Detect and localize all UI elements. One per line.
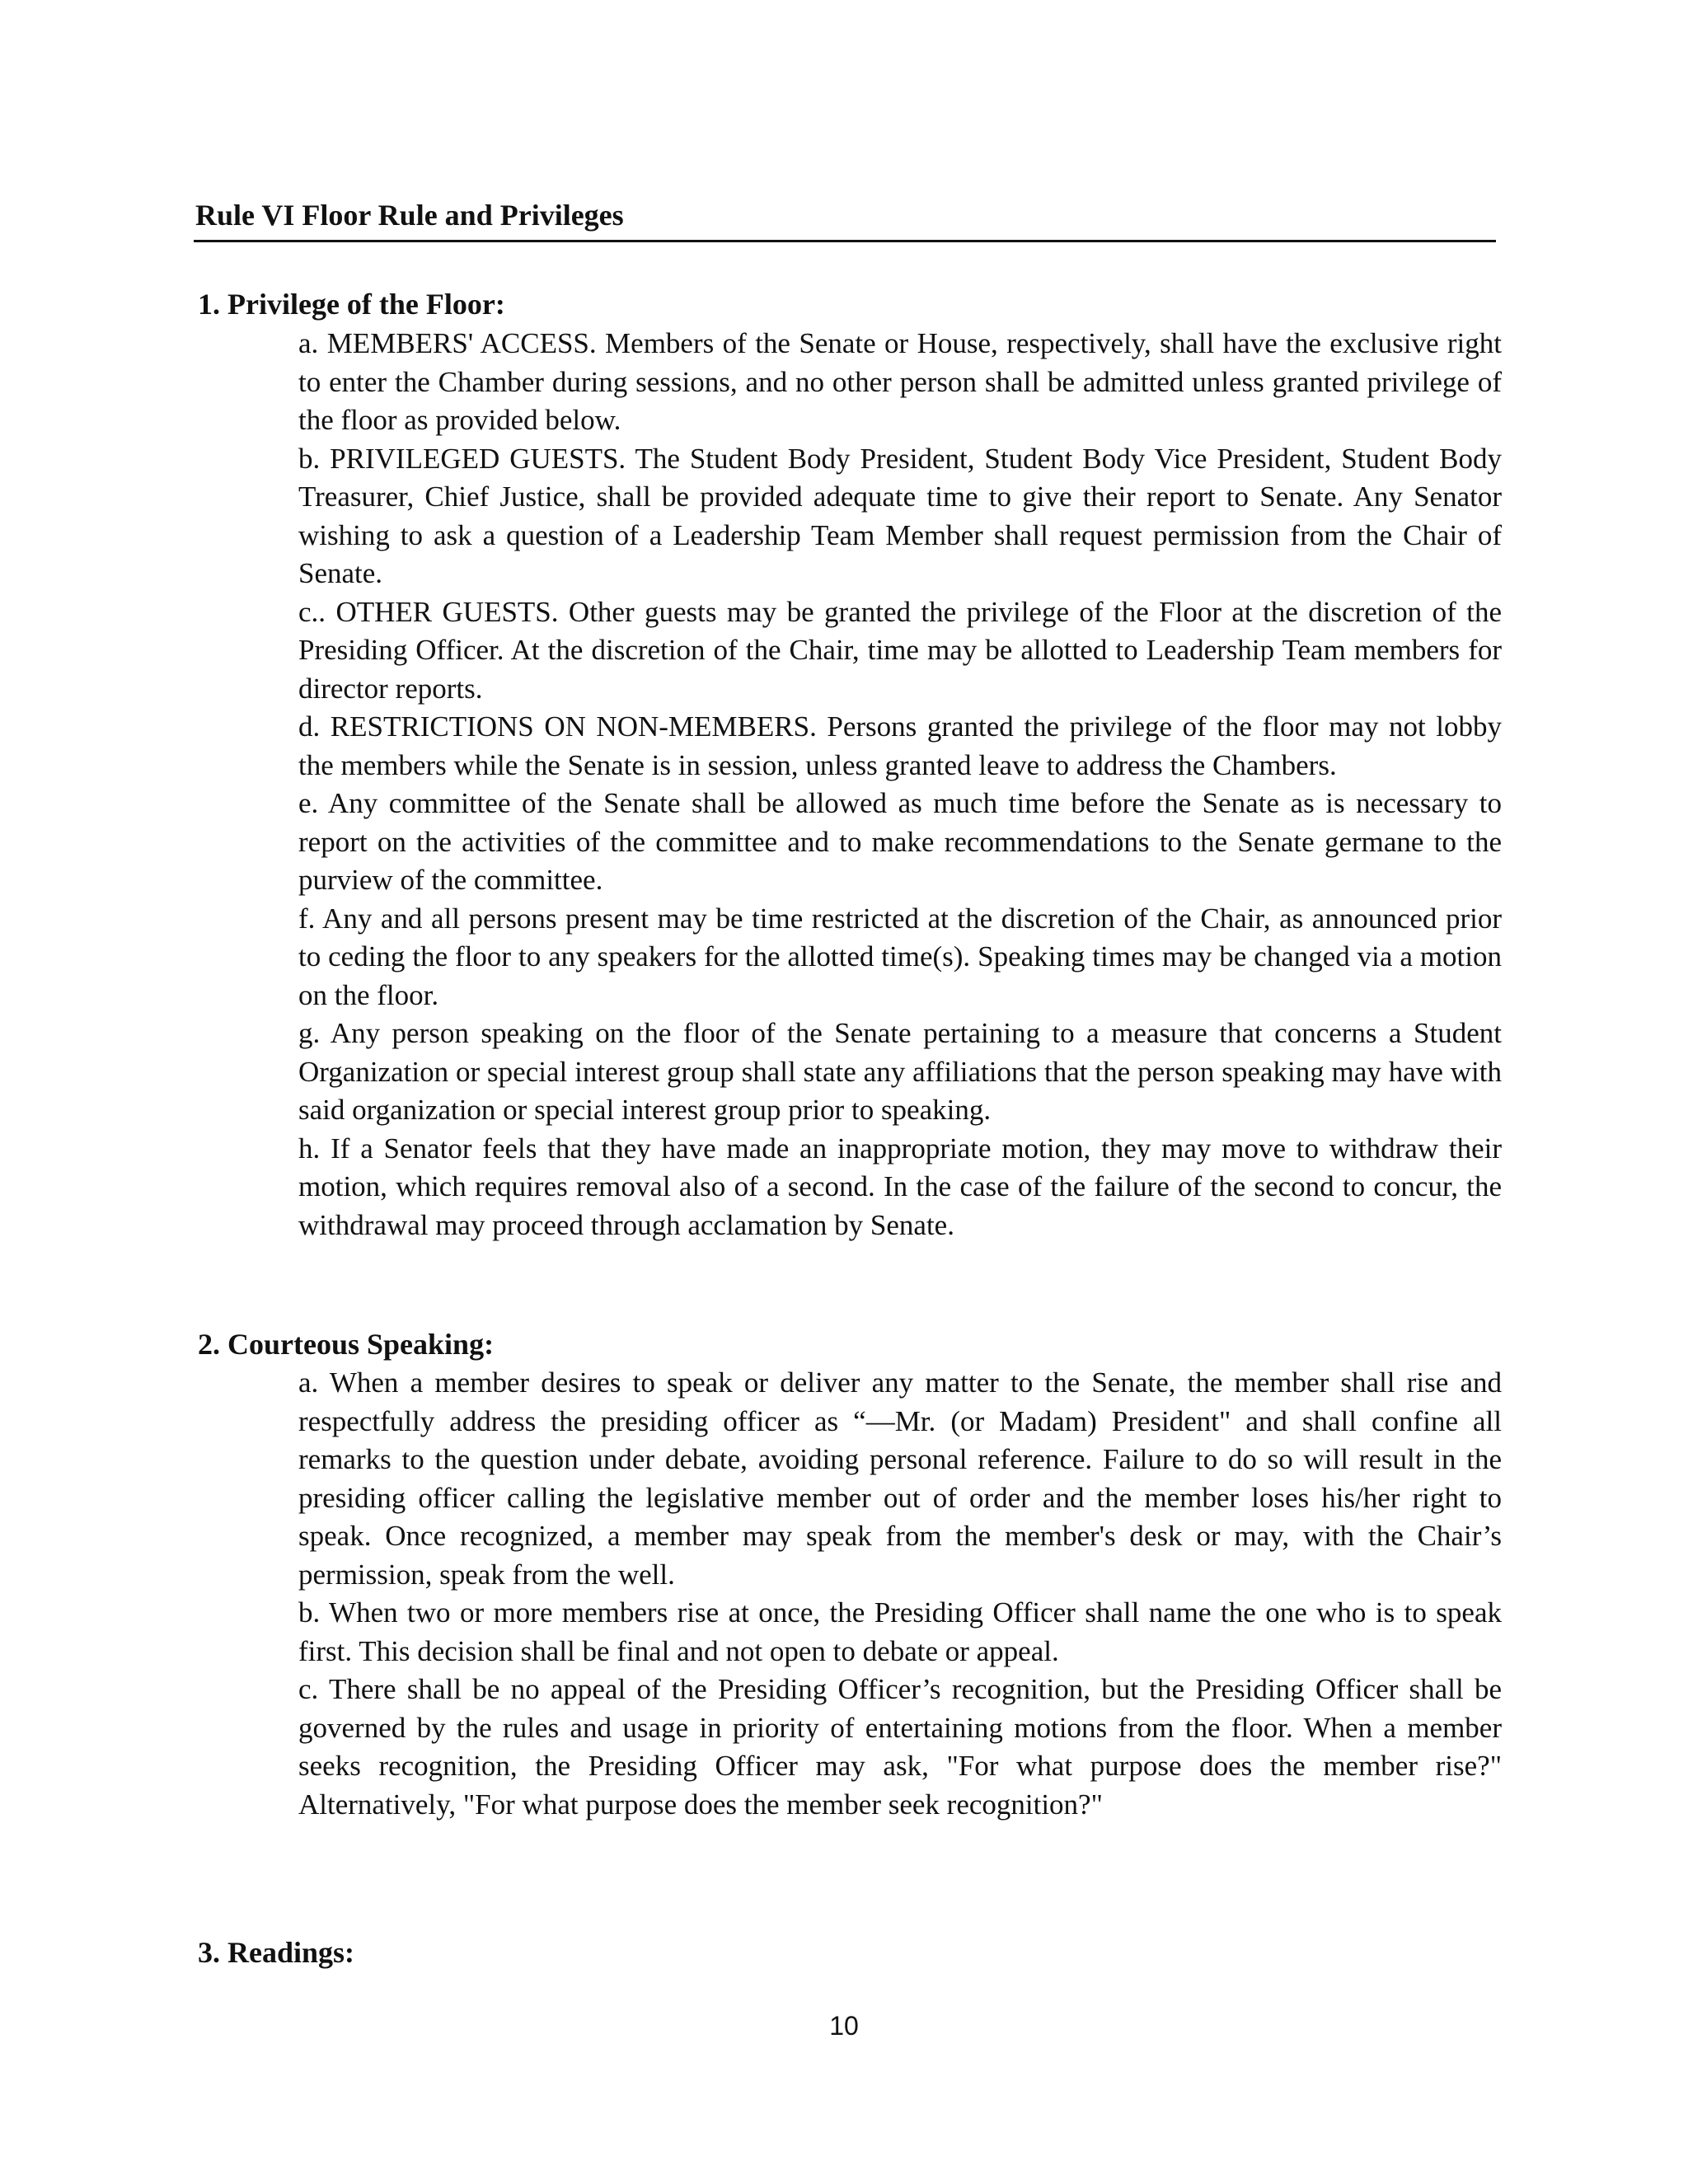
list-item: f. Any and all persons present may be time restricted at the discretion of the Chair, as announced prior to ceding the floor to any speakers for the allotted time(s). Speaking times may be changed via a motion on the floor.: [298, 902, 1502, 1011]
list-item: c. There shall be no appeal of the Presiding Officer’s recognition, but the Presiding Officer shall be governed by the rules and usage in priority of entertaining motions from the floor. When a member seeks recognition, the Presiding Officer may ask, "For what purpose does the member rise?" Alternatively, "For what purpose does the member seek recognition?": [298, 1673, 1502, 1821]
section-items-courteous-speaking: [298, 1364, 1502, 1824]
section-title-privilege-of-the-floor: 1. Privilege of the Floor:: [198, 288, 505, 321]
list-item: e. Any committee of the Senate shall be allowed as much time before the Senate as is necessary to report on the activities of the committee and to make recommendations to the Senate germane to the purview of the committee.: [298, 787, 1502, 896]
section-title-readings: 3. Readings:: [198, 1936, 355, 1969]
list-item: a. When a member desires to speak or deliver any matter to the Senate, the member shall rise and respectfully address the presiding officer as “―Mr. (or Madam) President" and shall confine all remarks to the question under debate, avoiding personal reference. Failure to do so will result in the presiding officer calling the legislative member out of order and the member loses his/her right to speak. Once recognized, a member may speak from the member's desk or may, with the Chair’s permission, speak from the well.: [298, 1366, 1502, 1591]
heading-underline: [194, 240, 1496, 242]
page-number: 10: [829, 2011, 859, 2041]
list-item: h. If a Senator feels that they have made an inappropriate motion, they may move to withdraw their motion, which requires removal also of a second. In the case of the failure of the second to concur, the withdrawal may proceed through acclamation by Senate.: [298, 1132, 1502, 1241]
rule-heading: Rule VI Floor Rule and Privileges: [195, 199, 624, 232]
section-title-courteous-speaking: 2. Courteous Speaking:: [198, 1328, 495, 1361]
list-item: g. Any person speaking on the floor of the Senate pertaining to a measure that concerns a Student Organization or special interest group shall state any affiliations that the person speaking may have with said organization or special interest group prior to speaking.: [298, 1017, 1502, 1126]
list-item: d. RESTRICTIONS ON NON-MEMBERS. Persons granted the privilege of the floor may not lobby the members while the Senate is in session, unless granted leave to address the Chambers.: [298, 710, 1502, 781]
list-item: b. When two or more members rise at once, the Presiding Officer shall name the one who is to speak first. This decision shall be final and not open to debate or appeal.: [298, 1596, 1502, 1667]
list-item: a. MEMBERS' ACCESS. Members of the Senate or House, respectively, shall have the exclusive right to enter the Chamber during sessions, and no other person shall be admitted unless granted privilege of the floor as provided below.: [298, 327, 1502, 436]
section-items-privilege-of-the-floor: [298, 325, 1502, 1244]
list-item: b. PRIVILEGED GUESTS. The Student Body President, Student Body Vice President, Student Body Treasurer, Chief Justice, shall be provided adequate time to give their report to Senate. Any Senator wishing to ask a question of a Leadership Team Member shall request permission from the Chair of Senate.: [298, 442, 1502, 589]
list-item: c.. OTHER GUESTS. Other guests may be granted the privilege of the Floor at the discretion of the Presiding Officer. At the discretion of the Chair, time may be allotted to Leadership Team members for director reports.: [298, 595, 1502, 705]
